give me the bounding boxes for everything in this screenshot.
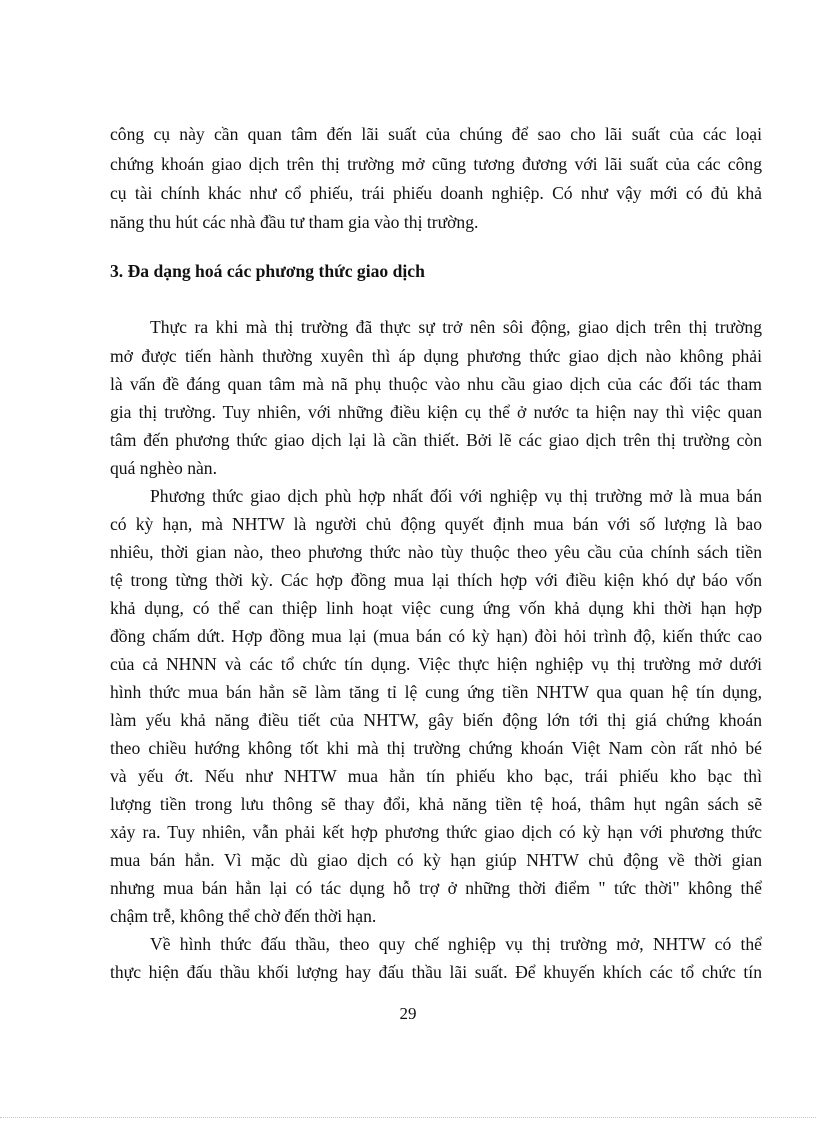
text-line: công cụ này cần quan tâm đến lãi suất của chúng để sao cho lãi suất của các loại: [110, 124, 762, 144]
text-line: năng thu hút các nhà đầu tư tham gia vào thị trường.: [110, 212, 479, 232]
page-bottom-divider: [0, 1117, 816, 1118]
page-number: 29: [399, 1004, 417, 1023]
text-line: và yếu ớt. Nếu như NHTW mua hẳn tín phiếu kho bạc, trái phiếu kho bạc thì: [110, 766, 762, 786]
text-line: quá nghèo nàn.: [110, 458, 217, 478]
text-line: tệ trong từng thời kỳ. Các hợp đồng mua lại thích hợp với điều kiện khó dự báo vốn: [110, 570, 762, 590]
text-line: mua bán hẳn. Vì mặc dù giao dịch có kỳ hạn giúp NHTW chủ động về thời gian: [110, 850, 762, 870]
text-line: cụ tài chính khác như cổ phiếu, trái phiếu doanh nghiệp. Có như vậy mới có đủ khả: [110, 183, 762, 203]
text-line: Phương thức giao dịch phù hợp nhất đối với nghiệp vụ thị trường mở là mua bán: [150, 486, 762, 506]
text-line: nhiêu, thời gian nào, theo phương thức nào tùy thuộc theo yêu cầu của chính sách tiền: [110, 542, 762, 562]
text-line: thực hiện đấu thầu khối lượng hay đấu thầu lãi suất. Để khuyến khích các tổ chức tín: [110, 962, 762, 982]
text-line: là vấn đề đáng quan tâm mà nã phụ thuộc vào nhu cầu giao dịch của các đối tác tham: [110, 374, 762, 394]
text-line: khả dụng, có thể can thiệp linh hoạt việc cung ứng vốn khả dụng khi thời hạn hợp: [110, 598, 762, 618]
text-line: chậm trễ, không thể chờ đến thời hạn.: [110, 906, 377, 926]
text-line: có kỳ hạn, mà NHTW là người chủ động quyết định mua bán với số lượng là bao: [110, 514, 762, 534]
text-line: gia thị trường. Tuy nhiên, với những điều kiện cụ thể ở nước ta hiện nay thì việc quan: [110, 402, 762, 422]
text-line: theo chiều hướng không tốt khi mà thị trường chứng khoán Việt Nam còn rất nhỏ bé: [110, 738, 762, 758]
text-line: lượng tiền trong lưu thông sẽ thay đổi, khả năng tiền tệ hoá, thâm hụt ngân sách sẽ: [110, 794, 762, 814]
text-line: làm yếu khả năng điều tiết của NHTW, gây biến động lớn tới thị giá chứng khoán: [110, 710, 762, 730]
text-line: chứng khoán giao dịch trên thị trường mở cũng tương đương với lãi suất của các công: [110, 154, 762, 174]
text-line: xảy ra. Tuy nhiên, vẫn phải kết hợp phương thức giao dịch có kỳ hạn với phương thức: [110, 822, 762, 842]
text-line: mở được tiến hành thường xuyên thì áp dụng phương thức giao dịch nào không phải: [110, 346, 762, 366]
text-line: hình thức mua bán hẳn sẽ làm tăng tỉ lệ cung ứng tiền NHTW qua quan hệ tín dụng,: [110, 682, 762, 702]
text-line: của cả NHNN và các tổ chức tín dụng. Việc thực hiện nghiệp vụ thị trường mở dưới: [110, 654, 762, 674]
text-line: đồng chấm dứt. Hợp đồng mua lại (mua bán có kỳ hạn) đòi hỏi trình độ, kiến thức cao: [110, 626, 762, 646]
section-heading: 3. Đa dạng hoá các phương thức giao dịch: [110, 261, 425, 281]
text-line: nhưng mua bán hẳn lại có tác dụng hỗ trợ ở những thời điểm " tức thời" không thể: [110, 878, 762, 898]
text-line: Thực ra khi mà thị trường đã thực sự trở nên sôi động, giao dịch trên thị trường: [150, 317, 762, 337]
text-line: Về hình thức đấu thầu, theo quy chế nghiệp vụ thị trường mở, NHTW có thể: [150, 934, 762, 954]
text-line: tâm đến phương thức giao dịch lại là cần thiết. Bởi lẽ các giao dịch trên thị trường còn: [110, 430, 762, 450]
